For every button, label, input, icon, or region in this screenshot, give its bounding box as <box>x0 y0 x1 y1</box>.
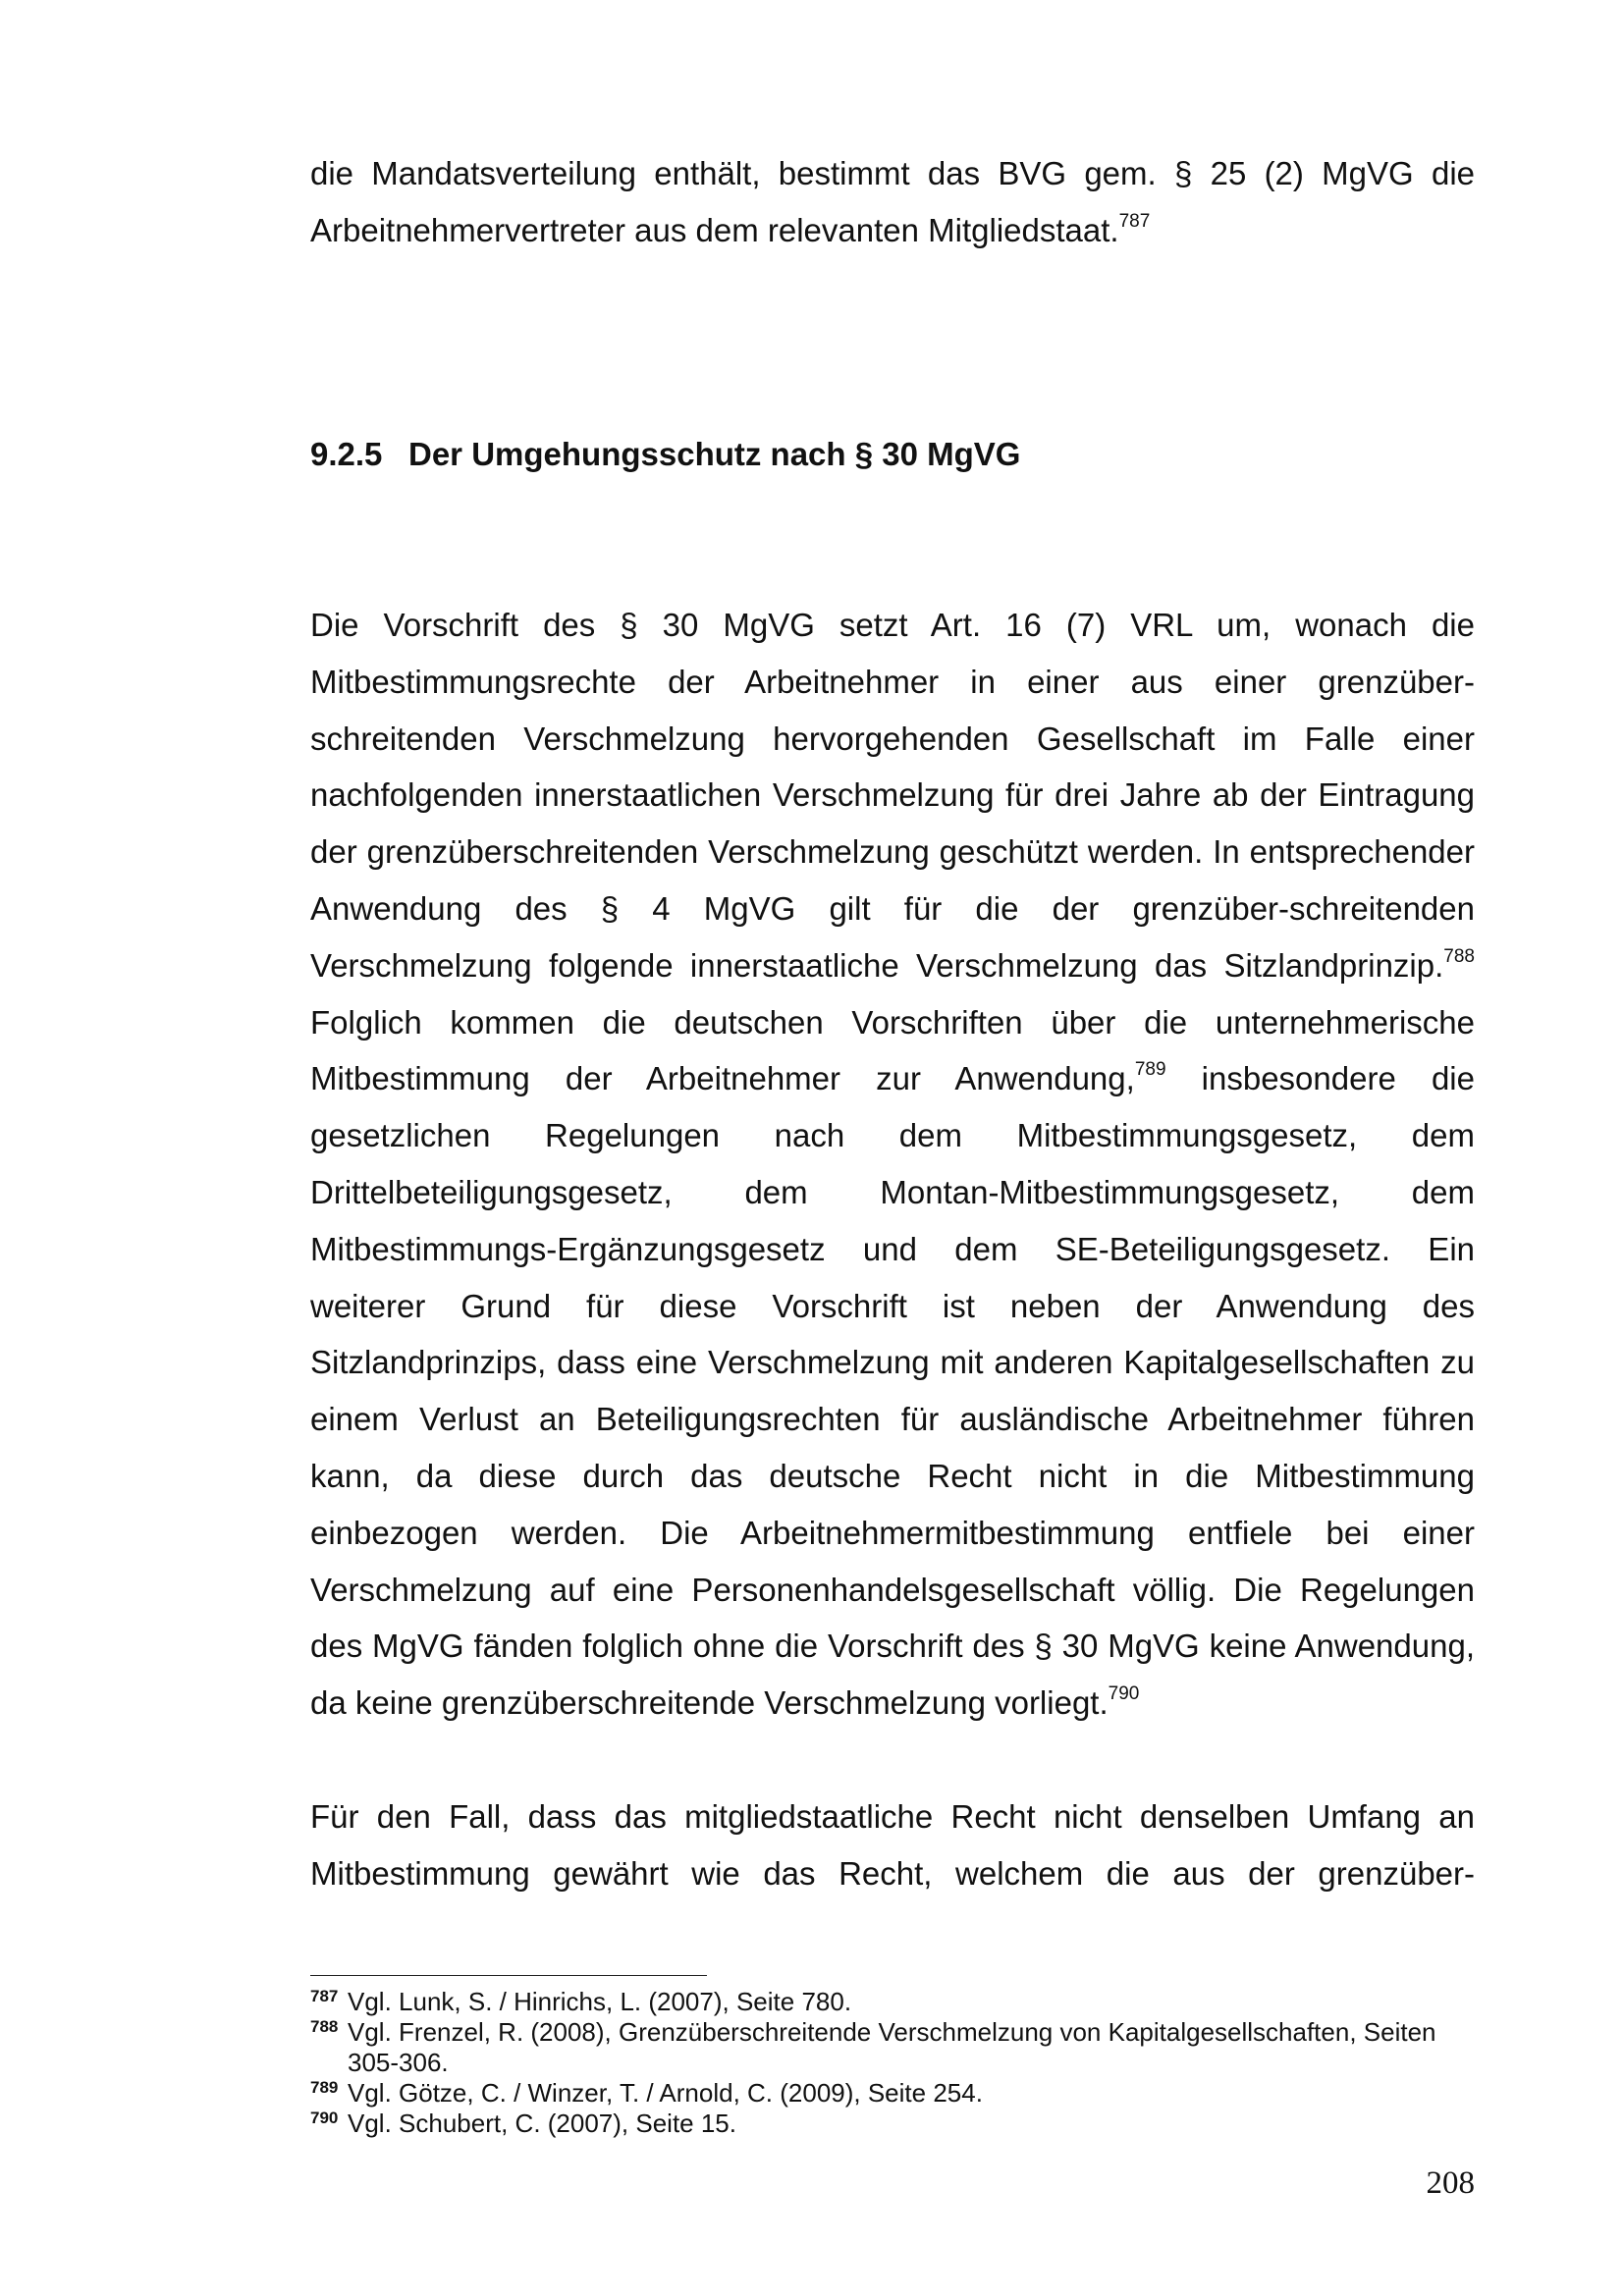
section-title: Der Umgehungsschutz nach § 30 MgVG <box>408 436 1021 472</box>
footnote-787 <box>310 1987 1475 2017</box>
paragraph-continuation <box>310 145 1475 259</box>
footnotes <box>310 1987 1475 2139</box>
footnote-text: Vgl. Frenzel, R. (2008), Grenzüberschreitende Verschmelzung von Kapitalgesellschaften, Seiten 305-306. <box>348 2017 1436 2077</box>
footnote-790 <box>310 2109 1475 2139</box>
footnote-ref-788[interactable]: 788 <box>1443 945 1475 967</box>
paragraph-text: Für den Fall, dass das mitgliedstaatliche Recht nicht denselben Umfang an Mitbestimmung gewährt wie das Recht, welchem die aus der grenzüber- <box>310 1798 1475 1892</box>
footnote-ref-787[interactable]: 787 <box>1118 210 1151 232</box>
footnote-text: Vgl. Schubert, C. (2007), Seite 15. <box>348 2109 736 2138</box>
footnote-789 <box>310 2078 1475 2109</box>
footnote-788 <box>310 2017 1475 2078</box>
paragraph-continued-next-page <box>310 1789 1475 1902</box>
paragraph-text-part-3: insbesondere die gesetzlichen Regelungen nach dem Mitbestimmungsgesetz, dem Drittelbeteiligungsgesetz, dem Montan-Mitbestimmungsgesetz, dem Mitbestimmungs-Ergänzungsgesetz und dem SE-Beteiligungsgesetz. Ein weiterer Grund für diese Vorschrift ist neben der Anwendung des Sitzlandprinzips, dass eine Verschmelzung mit anderen Kapitalgesellschaften zu einem Verlust an Beteiligungsrechten für ausländische Arbeitnehmer führen kann, da diese durch das deutsche Recht nicht in die Mitbestimmung einbezogen werden. Die Arbeitnehmermitbestimmung entfiele bei einer Verschmelzung auf eine Personenhandelsgesellschaft völlig. Die Regelungen des MgVG fänden folglich ohne die Vorschrift des § 30 MgVG keine Anwendung, da keine grenzüberschreitende Verschmelzung vorliegt. <box>310 1060 1475 1722</box>
footnote-number: 787 <box>310 1987 339 2005</box>
paragraph-main <box>310 597 1475 1732</box>
footnote-number: 790 <box>310 2109 339 2127</box>
footnote-number: 789 <box>310 2078 339 2097</box>
footnote-text: Vgl. Lunk, S. / Hinrichs, L. (2007), Seite 780. <box>348 1987 852 2016</box>
footnote-text: Vgl. Götze, C. / Winzer, T. / Arnold, C. (2009), Seite 254. <box>348 2078 983 2108</box>
section-number: 9.2.5 <box>310 436 383 472</box>
page-number: 208 <box>1426 2165 1475 2201</box>
footnote-number: 788 <box>310 2017 339 2036</box>
paragraph-text: die Mandatsverteilung enthält, bestimmt das BVG gem. § 25 (2) MgVG die Arbeitnehmervertreter aus dem relevanten Mitgliedstaat. <box>310 155 1475 248</box>
paragraph-text-part-2: Folglich kommen die deutschen Vorschriften über die unternehmerische Mitbestimmung der Arbeitnehmer zur Anwendung, <box>310 1003 1475 1097</box>
section-heading <box>310 430 1020 479</box>
footnote-ref-789[interactable]: 789 <box>1134 1059 1166 1081</box>
footnote-separator <box>310 1975 707 1976</box>
footnote-ref-790[interactable]: 790 <box>1108 1683 1140 1705</box>
paragraph-text-part-1: Die Vorschrift des § 30 MgVG setzt Art. 16 (7) VRL um, wonach die Mitbestimmungsrechte der Arbeitnehmer in einer aus einer grenzüber-schreitenden Verschmelzung hervorgehenden Gesellschaft im Falle einer nachfolgenden innerstaatlichen Verschmelzung für drei Jahre ab der Eintragung der grenzüberschreitenden Verschmelzung geschützt werden. In entsprechender Anwendung des § 4 MgVG gilt für die der grenzüber-schreitenden Verschmelzung folgende innerstaatliche Verschmelzung das Sitzlandprinzip. <box>310 607 1475 984</box>
